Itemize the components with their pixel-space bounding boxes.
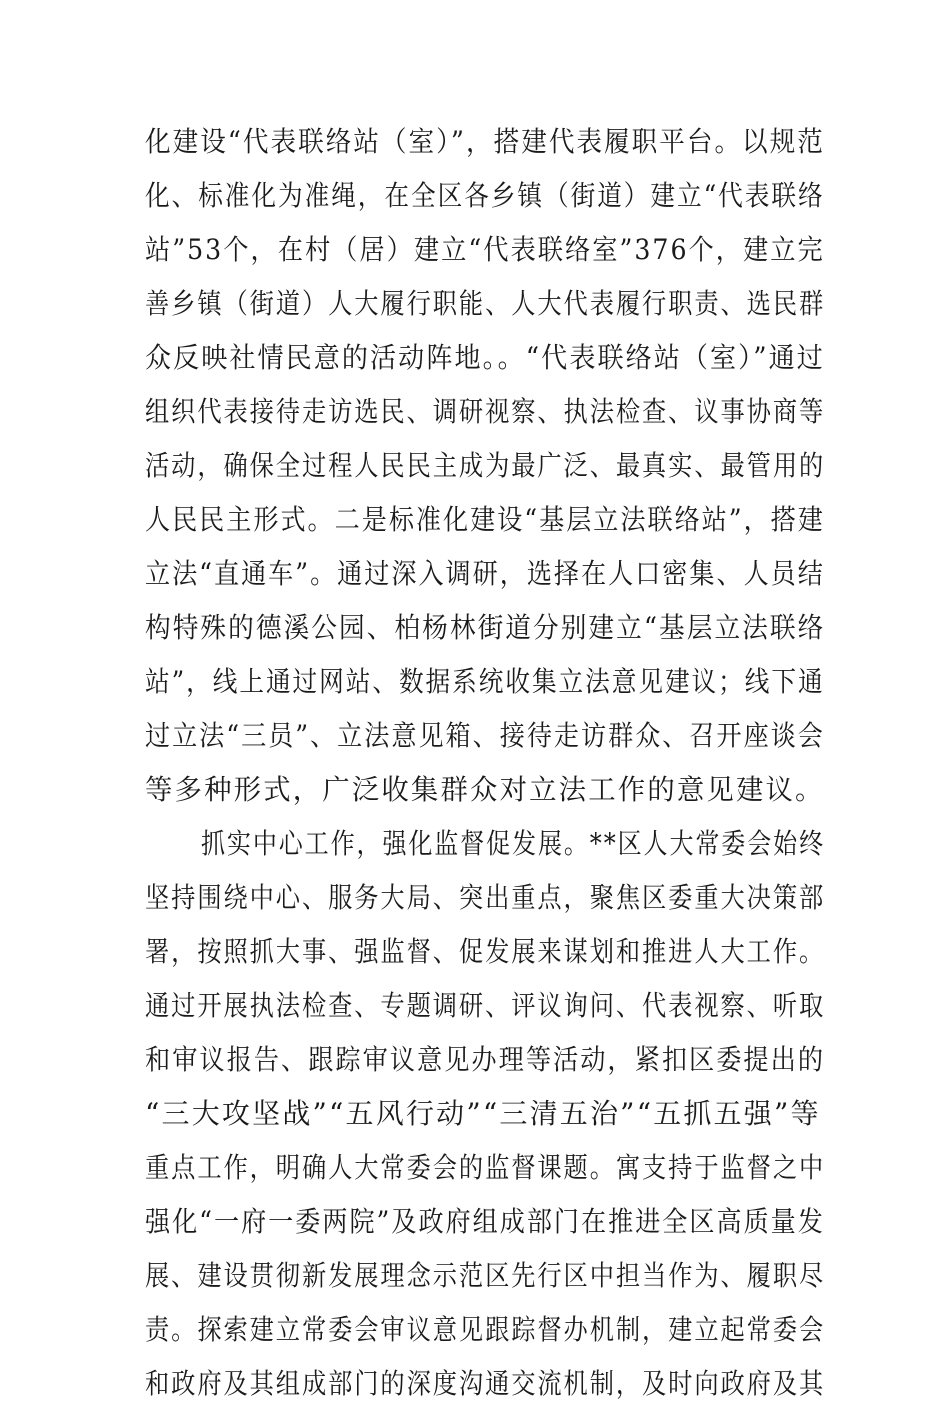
text-line: 立法“直通车”。通过深入调研，选择在人口密集、人员结 [145,557,825,590]
text-line: 强化“一府一委两院”及政府组成部门在推进全区高质量发 [145,1205,825,1238]
text-line: 众反映社情民意的活动阵地。。“代表联络站（室）”通过 [145,341,825,374]
text-line: 人民民主形式。二是标准化建设“基层立法联络站”，搭建 [145,503,825,536]
text-line: 和审议报告、跟踪审议意见办理等活动，紧扣区委提出的 [145,1043,826,1076]
text-line: 站”，线上通过网站、数据系统收集立法意见建议；线下通 [145,665,825,698]
text-line: 重点工作，明确人大常委会的监督课题。寓支持于监督之中 [145,1151,826,1184]
text-line: 坚持围绕中心、服务大局、突出重点，聚焦区委重大决策部 [145,881,826,914]
text-line: 过立法“三员”、立法意见箱、接待走访群众、召开座谈会 [145,719,825,752]
text-line: 和政府及其组成部门的深度沟通交流机制，及时向政府及其 [145,1367,826,1400]
text-line: 站”53个，在村（居）建立“代表联络室”376个，建立完 [145,233,825,266]
text-line: 通过开展执法检查、专题调研、评议询问、代表视察、听取 [145,989,826,1022]
text-line: 化建设“代表联络站（室）”，搭建代表履职平台。以规范 [145,125,825,158]
text-line: 组织代表接待走访选民、调研视察、执法检查、议事协商等 [145,395,826,428]
text-line: 等多种形式，广泛收集群众对立法工作的意见建议。 [145,773,825,806]
text-line: 化、标准化为准绳，在全区各乡镇（街道）建立“代表联络 [145,179,825,212]
text-line: 善乡镇（街道）人大履行职能、人大代表履行职责、选民群 [145,287,826,320]
text-line: 责。探索建立常委会审议意见跟踪督办机制，建立起常委会 [145,1313,826,1346]
paragraph-first-line: 抓实中心工作，强化监督促发展。**区人大常委会始终 [201,827,825,860]
text-line: 署，按照抓大事、强监督、促发展来谋划和推进人大工作。 [145,935,826,968]
text-line: 展、建设贯彻新发展理念示范区先行区中担当作为、履职尽 [145,1259,826,1292]
text-line: 构特殊的德溪公园、柏杨林街道分别建立“基层立法联络 [145,611,826,644]
text-line: 活动，确保全过程人民民主成为最广泛、最真实、最管用的 [145,449,826,482]
text-line: “三大攻坚战”“五风行动”“三清五治”“五抓五强”等 [145,1097,821,1130]
